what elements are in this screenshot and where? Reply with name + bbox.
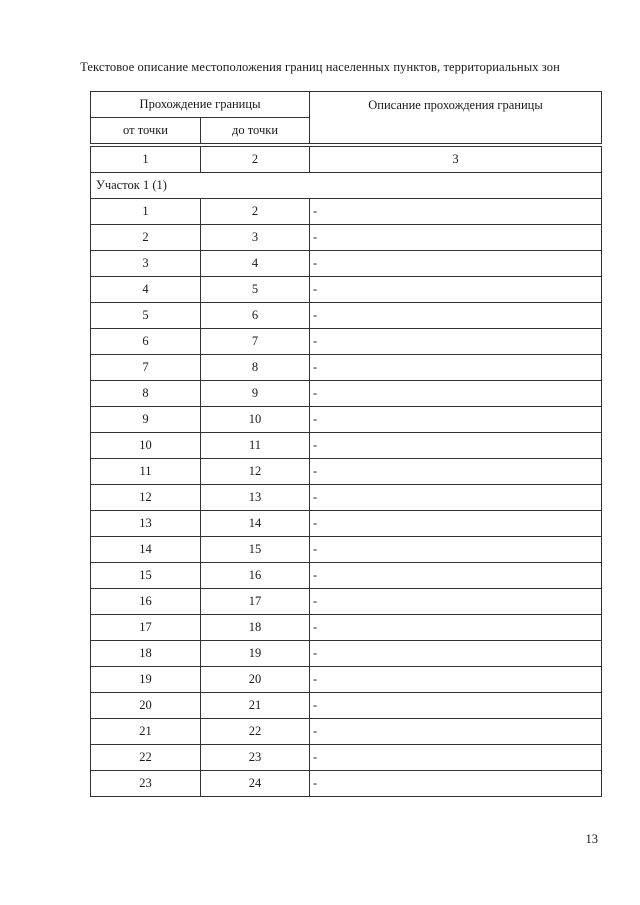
from-point-cell: 21: [91, 719, 201, 745]
to-point-cell: 13: [201, 485, 310, 511]
from-point-cell: 19: [91, 667, 201, 693]
from-point-cell: 14: [91, 537, 201, 563]
description-cell: -: [310, 485, 602, 511]
from-point-cell: 18: [91, 641, 201, 667]
column-number-3: 3: [310, 147, 602, 173]
description-cell: -: [310, 771, 602, 797]
column-number-row: [91, 147, 602, 173]
from-point-cell: 12: [91, 485, 201, 511]
to-point-cell: 22: [201, 719, 310, 745]
to-point-cell: 6: [201, 303, 310, 329]
from-point-cell: 8: [91, 381, 201, 407]
table-row: [91, 511, 602, 537]
section-row: [91, 173, 602, 199]
header-from-point: от точки: [91, 118, 201, 144]
to-point-cell: 19: [201, 641, 310, 667]
from-point-cell: 4: [91, 277, 201, 303]
table-row: [91, 537, 602, 563]
to-point-cell: 5: [201, 277, 310, 303]
table-row: [91, 433, 602, 459]
to-point-cell: 7: [201, 329, 310, 355]
description-cell: -: [310, 537, 602, 563]
to-point-cell: 23: [201, 745, 310, 771]
from-point-cell: 23: [91, 771, 201, 797]
description-cell: -: [310, 459, 602, 485]
table-row: [91, 277, 602, 303]
boundary-table: [90, 91, 602, 797]
table-row: [91, 355, 602, 381]
description-cell: -: [310, 641, 602, 667]
from-point-cell: 17: [91, 615, 201, 641]
table-row: [91, 693, 602, 719]
table-row: [91, 459, 602, 485]
header-boundary-passage: Прохождение границы: [91, 92, 310, 118]
table-row: [91, 199, 602, 225]
description-cell: -: [310, 693, 602, 719]
description-cell: -: [310, 277, 602, 303]
description-cell: -: [310, 433, 602, 459]
to-point-cell: 9: [201, 381, 310, 407]
table-row: [91, 615, 602, 641]
column-number-1: 1: [91, 147, 201, 173]
from-point-cell: 22: [91, 745, 201, 771]
to-point-cell: 21: [201, 693, 310, 719]
description-cell: -: [310, 563, 602, 589]
table-row: [91, 667, 602, 693]
description-cell: -: [310, 303, 602, 329]
table-row: [91, 251, 602, 277]
header-description: Описание прохождения границы: [310, 92, 602, 144]
to-point-cell: 3: [201, 225, 310, 251]
to-point-cell: 14: [201, 511, 310, 537]
header-row-group: [91, 92, 602, 118]
table-row: [91, 745, 602, 771]
description-cell: -: [310, 589, 602, 615]
table-row: [91, 719, 602, 745]
table-row: [91, 303, 602, 329]
table-row: [91, 225, 602, 251]
to-point-cell: 12: [201, 459, 310, 485]
from-point-cell: 20: [91, 693, 201, 719]
table-row: [91, 563, 602, 589]
description-cell: -: [310, 719, 602, 745]
from-point-cell: 9: [91, 407, 201, 433]
table-row: [91, 771, 602, 797]
boundary-table-container: [90, 91, 601, 797]
table-row: [91, 485, 602, 511]
from-point-cell: 3: [91, 251, 201, 277]
to-point-cell: 20: [201, 667, 310, 693]
table-row: [91, 329, 602, 355]
to-point-cell: 18: [201, 615, 310, 641]
description-cell: -: [310, 355, 602, 381]
table-row: [91, 641, 602, 667]
to-point-cell: 15: [201, 537, 310, 563]
from-point-cell: 2: [91, 225, 201, 251]
from-point-cell: 7: [91, 355, 201, 381]
section-label: Участок 1 (1): [91, 173, 602, 199]
from-point-cell: 13: [91, 511, 201, 537]
description-cell: -: [310, 667, 602, 693]
description-cell: -: [310, 745, 602, 771]
to-point-cell: 2: [201, 199, 310, 225]
to-point-cell: 8: [201, 355, 310, 381]
description-cell: -: [310, 381, 602, 407]
page-number: 13: [585, 832, 598, 846]
from-point-cell: 5: [91, 303, 201, 329]
to-point-cell: 4: [201, 251, 310, 277]
to-point-cell: 17: [201, 589, 310, 615]
from-point-cell: 16: [91, 589, 201, 615]
column-number-2: 2: [201, 147, 310, 173]
table-row: [91, 589, 602, 615]
to-point-cell: 11: [201, 433, 310, 459]
description-cell: -: [310, 511, 602, 537]
from-point-cell: 1: [91, 199, 201, 225]
description-cell: -: [310, 251, 602, 277]
to-point-cell: 24: [201, 771, 310, 797]
page-title: Текстовое описание местоположения границ населенных пунктов, территориальных зон: [80, 60, 560, 74]
header-to-point: до точки: [201, 118, 310, 144]
table-row: [91, 407, 602, 433]
from-point-cell: 6: [91, 329, 201, 355]
description-cell: -: [310, 407, 602, 433]
to-point-cell: 10: [201, 407, 310, 433]
from-point-cell: 10: [91, 433, 201, 459]
table-row: [91, 381, 602, 407]
description-cell: -: [310, 199, 602, 225]
description-cell: -: [310, 615, 602, 641]
from-point-cell: 11: [91, 459, 201, 485]
to-point-cell: 16: [201, 563, 310, 589]
description-cell: -: [310, 225, 602, 251]
from-point-cell: 15: [91, 563, 201, 589]
description-cell: -: [310, 329, 602, 355]
